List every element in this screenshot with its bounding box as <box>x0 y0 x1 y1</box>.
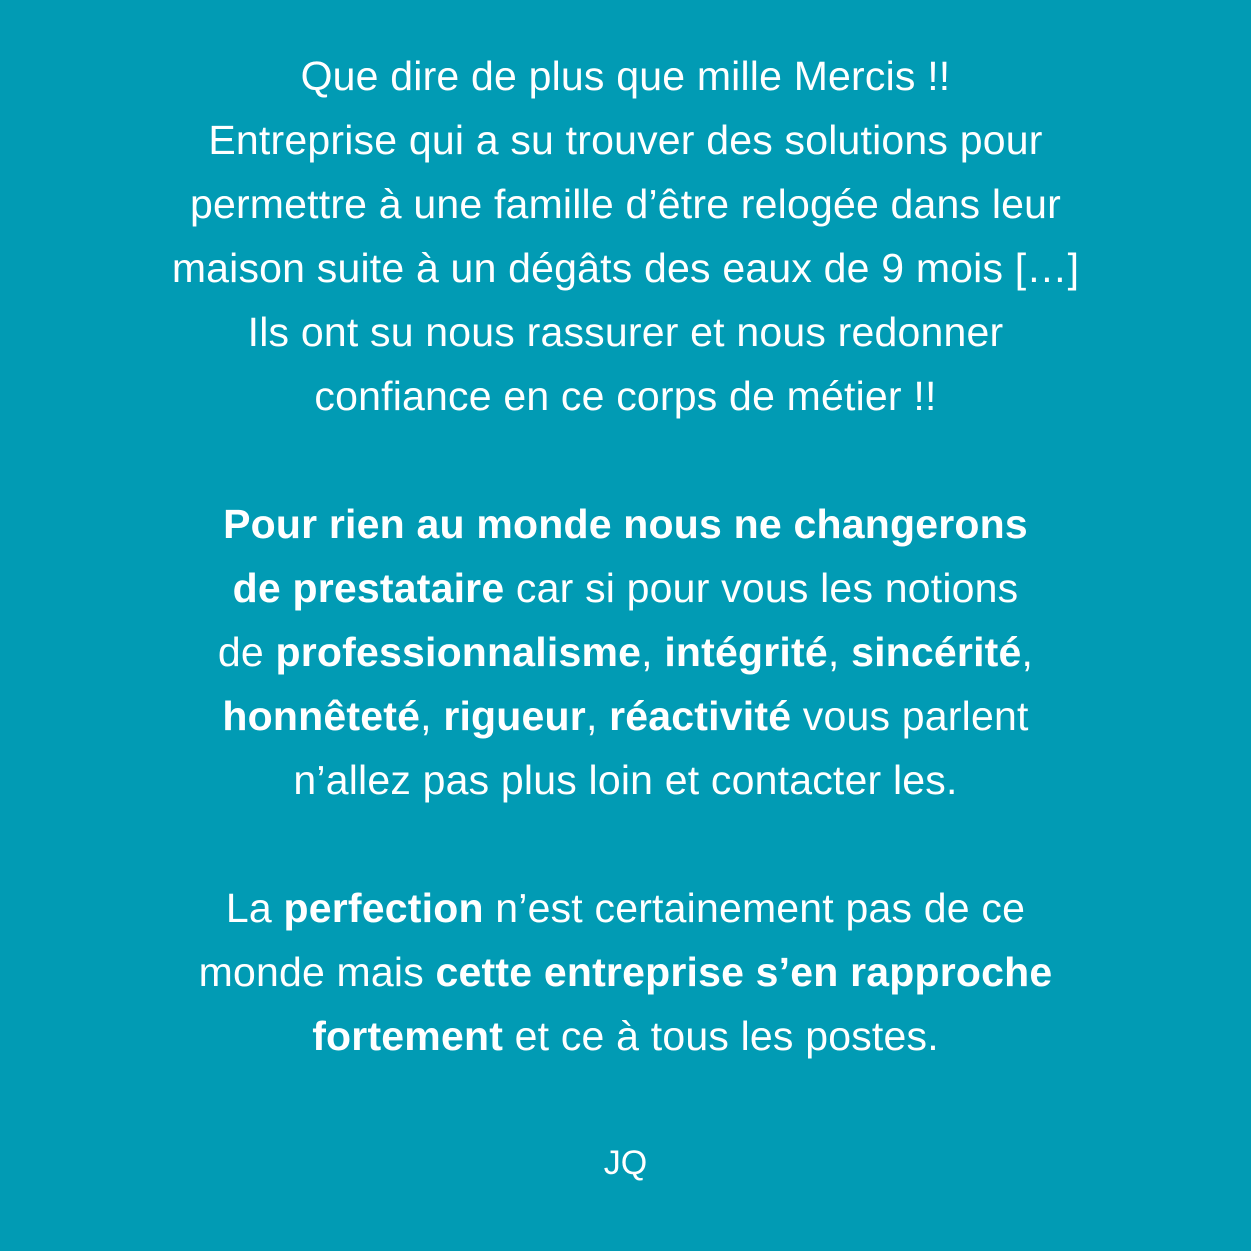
bold-phrase: Pour rien au monde nous ne changerons <box>223 501 1028 547</box>
review-paragraph-3 <box>199 876 1053 1068</box>
text-span: et ce à tous les postes. <box>503 1013 939 1059</box>
bold-phrase: professionnalisme <box>275 629 642 675</box>
bold-phrase: rigueur <box>443 693 586 739</box>
review-line: permettre à une famille d’être relogée dans leur <box>189 181 1062 227</box>
bold-phrase: perfection <box>283 885 484 931</box>
review-paragraph-2 <box>218 492 1033 812</box>
bold-phrase: réactivité <box>609 693 792 739</box>
bold-phrase: de prestataire <box>232 565 505 611</box>
review-line: Que dire de plus que mille Mercis !! <box>300 53 951 99</box>
bold-phrase: sincérité <box>851 629 1022 675</box>
text-span: monde mais <box>198 949 436 995</box>
signature: JQ <box>603 1144 648 1182</box>
review-line <box>199 876 1053 940</box>
bold-phrase: fortement <box>312 1013 504 1059</box>
text-span: La <box>225 885 284 931</box>
text-span: , <box>641 629 665 675</box>
bold-phrase: honnêteté <box>222 693 421 739</box>
bold-phrase: cette entreprise s’en rapproche <box>435 949 1053 995</box>
text-span: vous parlent <box>791 693 1029 739</box>
text-span: , <box>1021 629 1034 675</box>
review-line <box>199 940 1053 1004</box>
text-span: , <box>585 693 610 739</box>
text-span: , <box>420 693 444 739</box>
review-line <box>218 556 1033 620</box>
review-line <box>218 684 1033 748</box>
text-span: de <box>217 629 276 675</box>
text-span: n’est certainement pas de ce <box>483 885 1026 931</box>
review-line <box>218 492 1033 556</box>
bold-phrase: intégrité <box>664 629 828 675</box>
review-line <box>218 620 1033 684</box>
text-span: , <box>827 629 852 675</box>
review-line <box>199 1004 1053 1068</box>
review-line: n’allez pas plus loin et contacter les. <box>293 757 958 803</box>
review-paragraph-1 <box>172 44 1079 428</box>
review-line: Ils ont su nous rassurer et nous redonner <box>247 309 1004 355</box>
text-span: car si pour vous les notions <box>504 565 1019 611</box>
review-line: maison suite à un dégâts des eaux de 9 mois […] <box>171 245 1080 291</box>
review-line: confiance en ce corps de métier !! <box>314 373 937 419</box>
review-line: Entreprise qui a su trouver des solutions pour <box>208 117 1043 163</box>
